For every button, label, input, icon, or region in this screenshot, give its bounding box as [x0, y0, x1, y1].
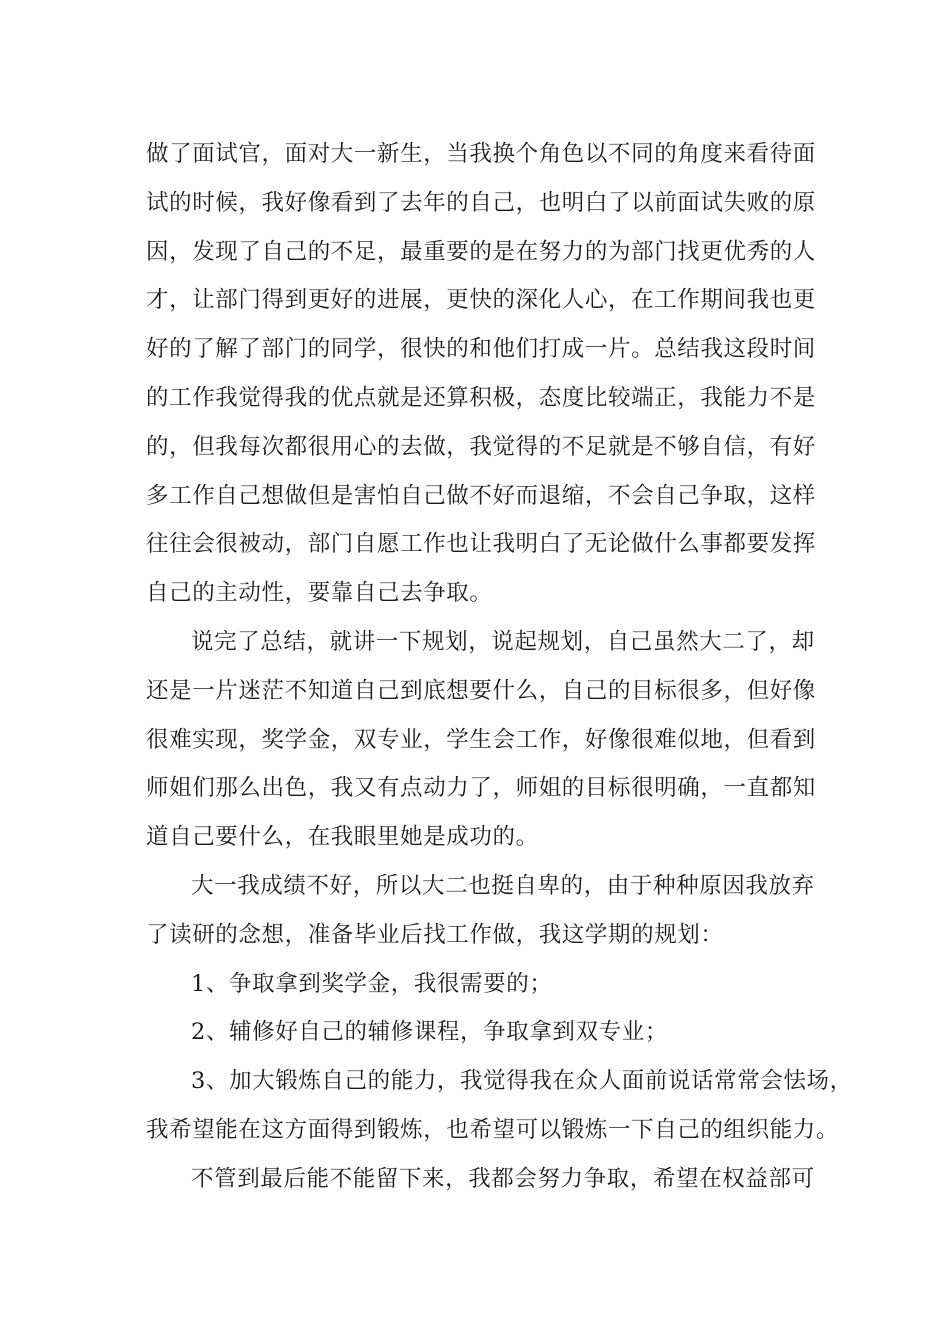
- text-line: 我希望能在这方面得到锻炼，也希望可以锻炼一下自己的组织能力。: [146, 1116, 840, 1143]
- document-body: [146, 130, 853, 1204]
- text-line: 往往会很被动，部门自愿工作也让我明白了无论做什么事都要发挥: [146, 531, 816, 558]
- text-line: 还是一片迷茫不知道自己到底想要什么，自己的目标很多，但好像: [146, 677, 816, 704]
- text-line: 很难实现，奖学金，双专业，学生会工作，好像很难似地，但看到: [146, 726, 816, 753]
- text-line: 多工作自己想做但是害怕自己做不好而退缩，不会自己争取，这样: [146, 482, 816, 509]
- list-item-3: 3、加大锻炼自己的能力，我觉得我在众人面前说话常常会怯场，: [191, 1068, 853, 1095]
- text-line: 做了面试官，面对大一新生，当我换个角色以不同的角度来看待面: [146, 141, 816, 167]
- text-line: 试的时候，我好像看到了去年的自己，也明白了以前面试失败的原: [146, 189, 816, 216]
- list-item-1: 1、争取拿到奖学金，我很需要的；: [191, 970, 553, 997]
- text-line: 的工作我觉得我的优点就是还算积极，态度比较端正，我能力不是: [146, 384, 816, 411]
- text-line: 自己的主动性，要靠自己去争取。: [146, 580, 493, 607]
- paragraph-start-line: 大一我成绩不好，所以大二也挺自卑的，由于种种原因我放弃: [191, 872, 815, 899]
- text-line: 道自己要什么，在我眼里她是成功的。: [146, 824, 539, 851]
- text-line: 的，但我每次都很用心的去做，我觉得的不足就是不够自信，有好: [146, 433, 816, 460]
- text-line: 了读研的念想，准备毕业后找工作做，我这学期的规划：: [146, 921, 724, 948]
- list-item-2: 2、辅修好自己的辅修课程，争取拿到双专业；: [191, 1019, 668, 1046]
- paragraph-start-line: 说完了总结，就讲一下规划，说起规划，自己虽然大二了，却: [191, 628, 815, 655]
- text-line: 师姐们那么出色，我又有点动力了，师姐的目标很明确，一直都知: [146, 775, 816, 802]
- paragraph-start-line: 不管到最后能不能留下来，我都会努力争取，希望在权益部可: [191, 1165, 815, 1192]
- text-line: 因，发现了自己的不足，最重要的是在努力的为部门找更优秀的人: [146, 238, 816, 265]
- text-line: 好的了解了部门的同学，很快的和他们打成一片。总结我这段时间: [146, 336, 816, 363]
- text-line: 才，让部门得到更好的进展，更快的深化人心，在工作期间我也更: [146, 287, 816, 314]
